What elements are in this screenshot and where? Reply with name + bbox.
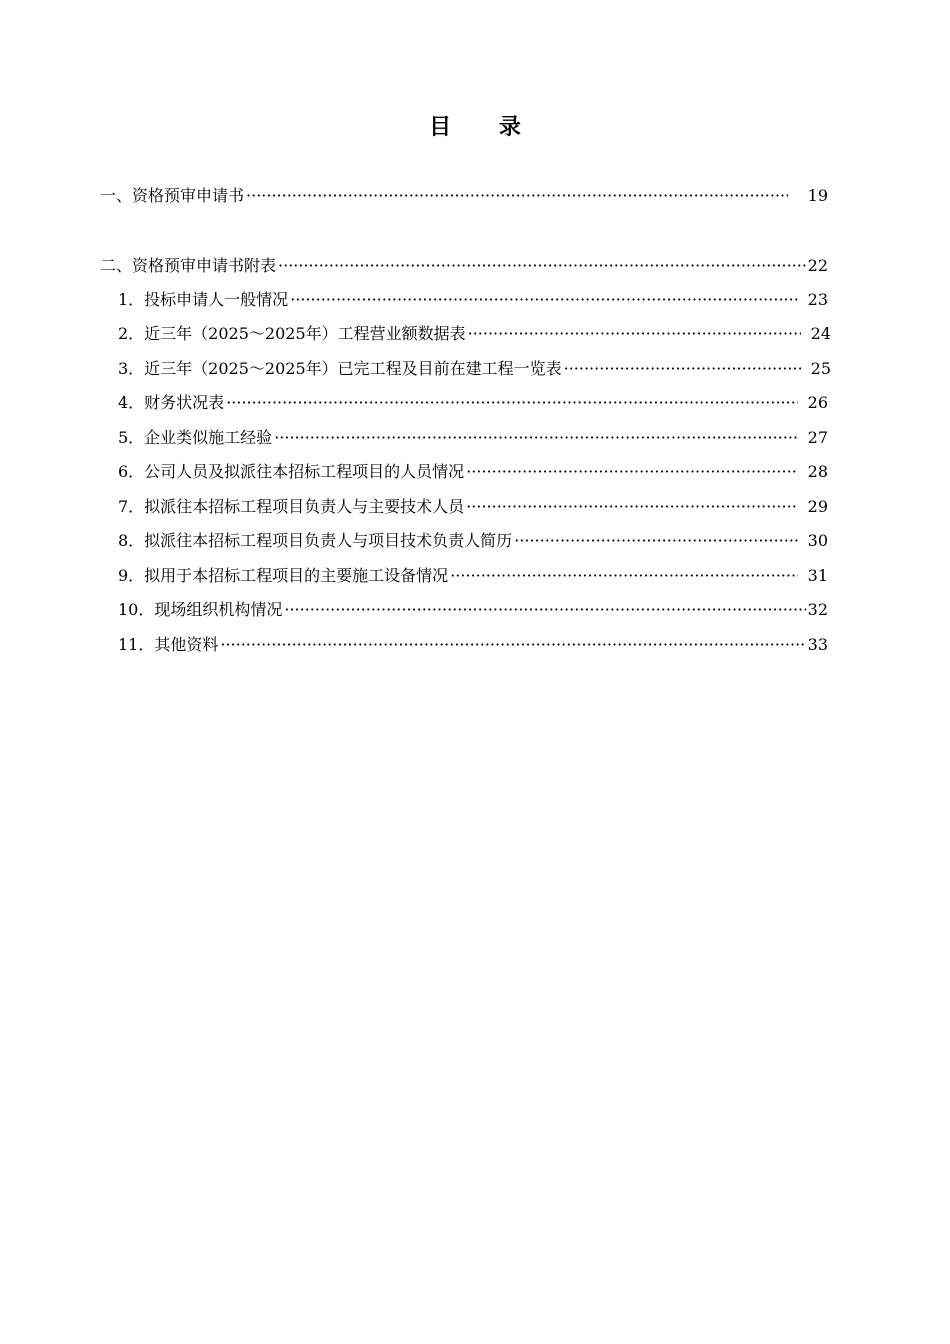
dot-leader (514, 530, 797, 552)
toc-entry-page: 19 (807, 186, 828, 205)
dot-leader (284, 599, 805, 621)
toc-entry-item[interactable] (118, 634, 828, 656)
toc-entry-page: 29 (807, 497, 828, 516)
toc-entry-page: 33 (807, 635, 828, 654)
toc-entry-label: 6．公司人员及拟派往本招标工程项目的人员情况 (118, 462, 465, 481)
toc-entry-label: 11．其他资料 (118, 635, 219, 654)
dot-leader (290, 289, 797, 311)
toc-entry-item[interactable] (118, 530, 828, 552)
toc-entry-label: 4．财务状况表 (118, 393, 225, 412)
toc-entry-item[interactable] (118, 599, 828, 621)
toc-entry-label: 一、资格预审申请书 (100, 186, 245, 205)
toc-entry-item[interactable] (118, 427, 828, 449)
toc-entry-item[interactable] (118, 461, 828, 483)
toc-entry-section-2[interactable] (100, 255, 828, 277)
toc-entry-label: 1．投标申请人一般情况 (118, 290, 289, 309)
toc-entry-item[interactable] (118, 392, 828, 414)
toc-entry-page: 28 (807, 462, 828, 481)
dot-leader (220, 634, 805, 656)
toc-entry-label: 3．近三年（2025～2025年）已完工程及目前在建工程一览表 (118, 359, 562, 378)
toc-entry-page: 27 (807, 428, 828, 447)
dot-leader (564, 358, 801, 380)
dot-leader (468, 323, 801, 345)
dot-leader (466, 461, 797, 483)
toc-entry-label: 7．拟派往本招标工程项目负责人与主要技术人员 (118, 497, 465, 516)
dot-leader (450, 565, 797, 587)
toc-entry-label: 二、资格预审申请书附表 (100, 256, 277, 275)
toc-entry-page: 25 (810, 359, 831, 378)
dot-leader (274, 427, 797, 449)
toc-entry-page: 24 (810, 324, 831, 343)
page-title: 目 录 (429, 114, 541, 140)
toc-entry-page: 31 (807, 566, 828, 585)
dot-leader (278, 255, 806, 277)
toc-entry-label: 9．拟用于本招标工程项目的主要施工设备情况 (118, 566, 449, 585)
dot-leader (246, 185, 788, 207)
toc-entry-item[interactable] (118, 496, 828, 518)
toc-entry-page: 23 (807, 290, 828, 309)
toc-entry-item[interactable] (118, 565, 828, 587)
toc-entry-page: 30 (807, 531, 828, 550)
toc-entry-item[interactable] (118, 358, 831, 380)
dot-leader (226, 392, 797, 414)
toc-entry-page: 22 (807, 256, 828, 275)
toc-entry-label: 10．现场组织机构情况 (118, 600, 283, 619)
toc-entry-page: 32 (807, 600, 828, 619)
toc-entry-label: 8．拟派往本招标工程项目负责人与项目技术负责人简历 (118, 531, 513, 550)
toc-entry-label: 2．近三年（2025～2025年）工程营业额数据表 (118, 324, 466, 343)
toc-entry-section-1[interactable] (100, 185, 828, 207)
toc-entry-item[interactable] (118, 289, 828, 311)
toc-entry-item[interactable] (118, 323, 831, 345)
toc-entry-page: 26 (807, 393, 828, 412)
toc-entry-label: 5．企业类似施工经验 (118, 428, 273, 447)
dot-leader (466, 496, 797, 518)
